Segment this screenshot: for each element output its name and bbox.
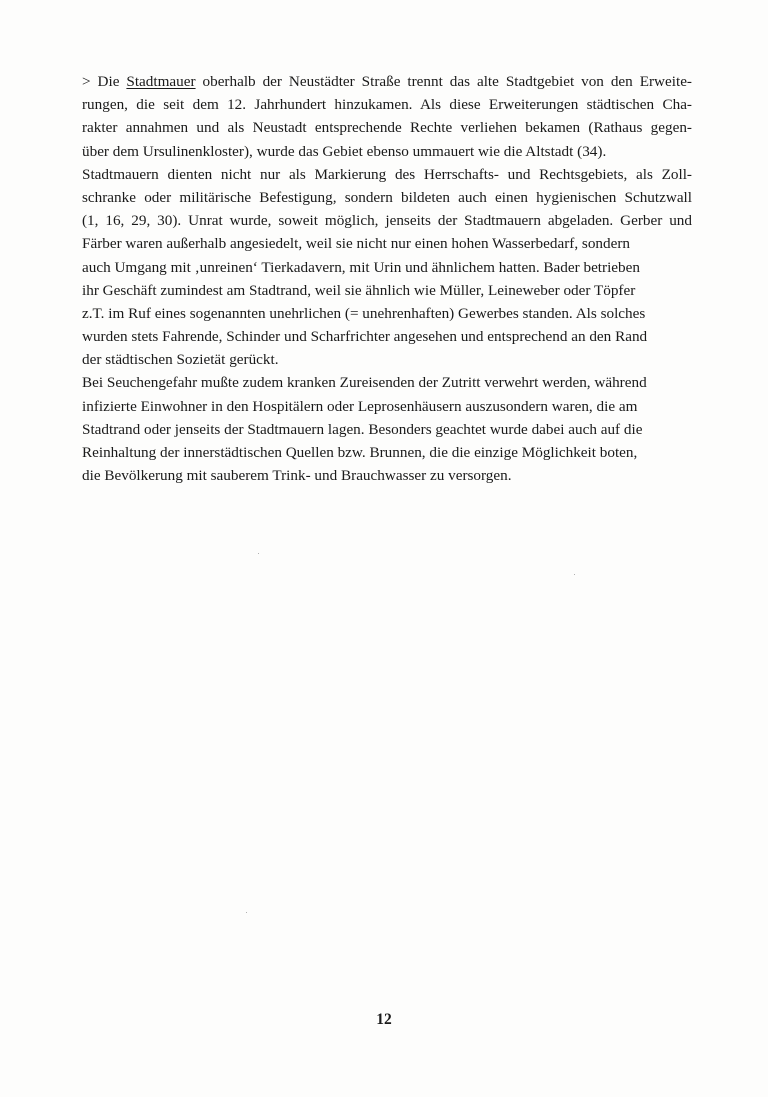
text-line: rungen, die seit dem 12. Jahrhundert hinzukamen. Als diese Erweiterungen städtischen Cha-	[82, 96, 692, 114]
text-line: Bei Seuchengefahr mußte zudem kranken Zureisenden der Zutritt verwehrt werden, während	[82, 374, 647, 392]
paragraph-stadtmauer	[82, 70, 692, 371]
text-line: auch Umgang mit ‚unreinen‘ Tierkadavern, mit Urin und ähnlichem hatten. Bader betrieben	[82, 258, 640, 276]
text-line: z.T. im Ruf eines sogenannten unehrlichen (= unehrenhaften) Gewerbes standen. Als solches	[82, 304, 646, 322]
underlined-term-stadtmauer: Stadtmauer	[126, 73, 196, 90]
text-line: Reinhaltung der innerstädtischen Quellen bzw. Brunnen, die die einzige Möglichkeit boten,	[82, 444, 638, 461]
text-line: (1, 16, 29, 30). Unrat wurde, soweit möglich, jenseits der Stadtmauern abgeladen. Gerber und	[82, 212, 692, 230]
text-line: schranke oder militärische Befestigung, sondern bildeten auch einen hygienischen Schutzwall	[82, 188, 692, 206]
text-line: ihr Geschäft zumindest am Stadtrand, weil sie ähnlich wie Müller, Leineweber oder Töpfer	[82, 281, 636, 299]
text-line	[82, 70, 692, 93]
arrow-marker: > Die	[82, 73, 127, 90]
text-line: rakter annahmen und als Neustadt entsprechende Rechte verliehen bekamen (Rathaus gegen-	[82, 119, 692, 137]
text-line: Stadtrand oder jenseits der Stadtmauern lagen. Besonders geachtet wurde dabei auch auf die	[82, 420, 643, 438]
text-line: wurden stets Fahrende, Schinder und Scharfrichter angesehen und entsprechend an den Rand	[82, 328, 648, 346]
text-line: über dem Ursulinenkloster), wurde das Gebiet ebenso ummauert wie die Altstadt (34).	[82, 142, 607, 160]
scan-speck	[574, 574, 575, 575]
scan-speck	[246, 912, 247, 913]
paragraph-seuchengefahr	[82, 371, 692, 487]
text-line: die Bevölkerung mit sauberem Trink- und Brauchwasser zu versorgen.	[82, 467, 512, 485]
page-number: 12	[376, 1011, 392, 1028]
text-line: infizierte Einwohner in den Hospitälern oder Leprosenhäusern auszusondern waren, die am	[82, 397, 638, 415]
text-line: Färber waren außerhalb angesiedelt, weil sie nicht nur einen hohen Wasserbedarf, sondern	[82, 235, 630, 253]
text-line-rest: oberhalb der Neustädter Straße trennt das alte Stadtgebiet von den Erweite-	[195, 73, 692, 90]
text-line: der städtischen Sozietät gerückt.	[82, 351, 279, 369]
text-line: Stadtmauern dienten nicht nur als Markierung des Herrschafts- und Rechtsgebiets, als Zoll-	[82, 165, 692, 183]
body-text	[82, 70, 692, 487]
scan-speck	[258, 553, 259, 554]
